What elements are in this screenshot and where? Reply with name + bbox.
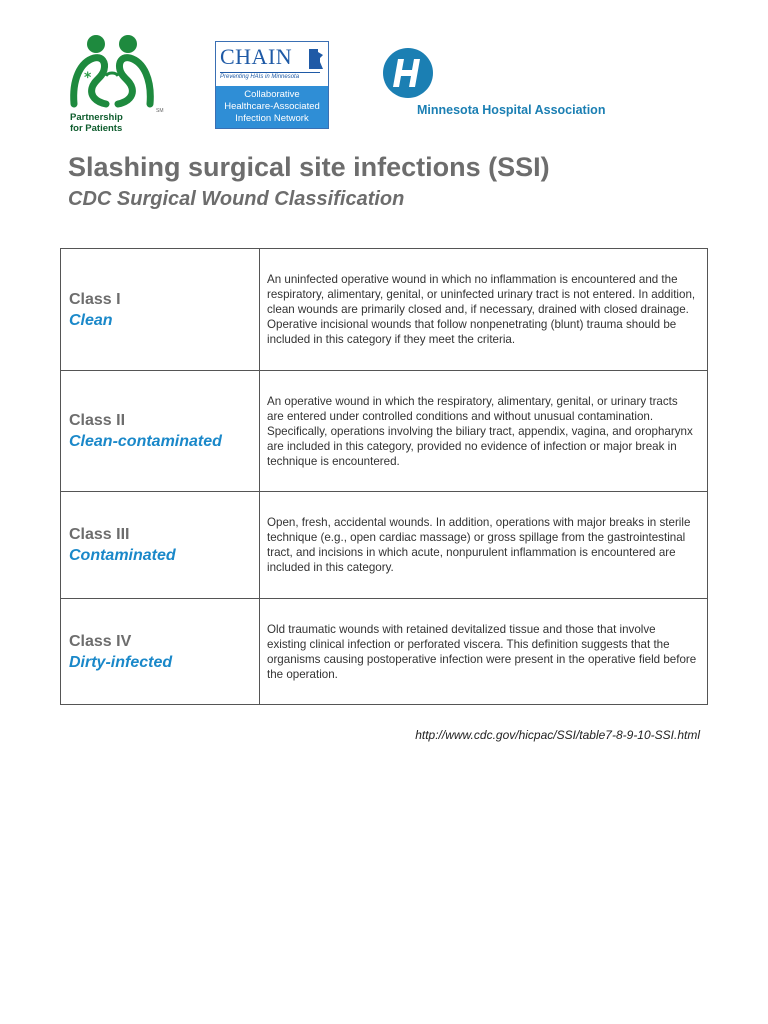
chain-logo-top [216, 42, 328, 86]
partnership-figures-icon [66, 32, 158, 112]
logo-bar [64, 30, 632, 136]
chain-line-2: Healthcare-Associated [224, 101, 320, 112]
chain-tagline: Preventing HAIs in Minnesota [220, 72, 320, 80]
hospital-h-icon [382, 47, 434, 99]
wound-classification-table [60, 248, 708, 705]
class-name: Contaminated [69, 547, 176, 564]
chain-line-3: Infection Network [235, 113, 309, 124]
class-number: Class I [69, 290, 121, 308]
class-description: An operative wound in which the respiratory, alimentary, genital, or urinary tracts are entered under controlled conditions and without unusual contamination. Specifically, operations involving the biliary tract, appendix, vagina, and oropharynx are included in this category, provided no evidence of infection or major break in technique is encountered. [260, 371, 708, 492]
minnesota-state-icon [308, 48, 324, 70]
svg-text:*: * [84, 70, 92, 86]
table-row [61, 599, 708, 705]
class-name: Clean [69, 311, 113, 329]
chain-network-name [216, 86, 328, 128]
chain-wordmark: CHAIN [220, 44, 293, 69]
class-description: Old traumatic wounds with retained devitalized tissue and those that involve existing clinical infection or perforated viscera. This definition suggests that the organisms causing postoperative infection were present in the operative field before the operation. [260, 599, 708, 705]
chain-logo [215, 41, 329, 129]
class-number: Class IV [69, 632, 132, 650]
partnership-wordmark [70, 112, 123, 134]
partnership-line: Partnership [70, 112, 123, 123]
class-number: Class II [69, 412, 126, 429]
class-name: Clean-contaminated [69, 433, 222, 450]
page-subtitle: CDC Surgical Wound Classification [68, 188, 405, 210]
class-cell [61, 249, 260, 371]
trademark-mark: SM [156, 108, 164, 114]
class-description: An uninfected operative wound in which no inflammation is encountered and the respiratory, alimentary, genital, or uninfected urinary tract is not entered. In addition, clean wounds are primarily closed and, if necessary, drained with closed drainage. Operative incisional wounds that follow nonpenetrating (blunt) trauma should be included in this category if they meet the criteria. [260, 249, 708, 371]
class-cell [61, 599, 260, 705]
class-number: Class III [69, 526, 130, 543]
page-title: Slashing surgical site infections (SSI) [68, 152, 550, 182]
minnesota-hospital-association-logo [382, 42, 642, 132]
class-description: Open, fresh, accidental wounds. In addition, operations with major breaks in sterile technique (e.g., open cardiac massage) or gross spillage from the gastrointestinal tract, and incisions in which acute, nonpurulent inflammation is encountered are included in this category. [260, 492, 708, 599]
for-patients-line: for Patients [70, 123, 123, 134]
mha-wordmark: Minnesota Hospital Association [417, 103, 606, 117]
chain-line-1: Collaborative [244, 89, 300, 100]
table-row [61, 249, 708, 371]
class-cell [61, 492, 260, 599]
source-link[interactable]: http://www.cdc.gov/hicpac/SSI/table7-8-9-10-SSI.html [415, 728, 700, 742]
class-name: Dirty-infected [69, 653, 173, 671]
class-cell [61, 371, 260, 492]
table-row [61, 492, 708, 599]
partnership-for-patients-logo [64, 30, 169, 136]
table-row [61, 371, 708, 492]
